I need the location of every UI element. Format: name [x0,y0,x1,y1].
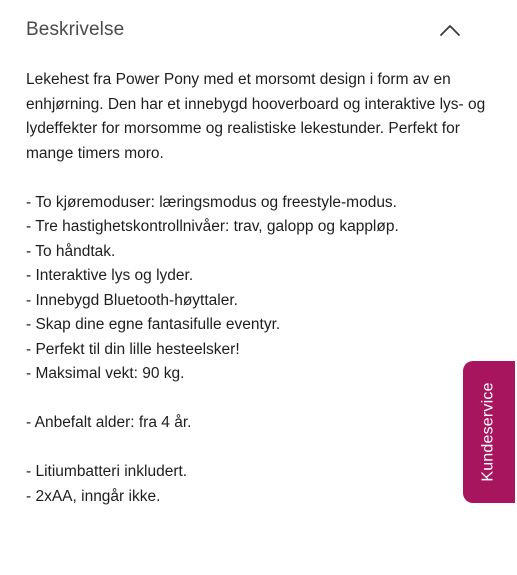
description-body [26,68,496,509]
feature-item: - Skap dine egne fantasifulle eventyr. [26,316,281,333]
kundeservice-label: Kundeservice [480,382,498,482]
age-recommendation: - Anbefalt alder: fra 4 år. [26,414,192,431]
feature-item: - To kjøremoduser: læringsmodus og freestyle-modus. [26,193,397,211]
feature-item: - Tre hastighetskontrollnivåer: trav, galopp og kappløp. [26,218,399,235]
spacer [26,436,496,461]
feature-item: - Interaktive lys og lyder. [26,267,194,284]
description-section-toggle[interactable] [26,14,466,46]
feature-item: - Maksimal vekt: 90 kg. [26,365,185,382]
chevron-up-icon[interactable] [438,22,462,38]
feature-item: - To håndtak. [26,242,116,260]
spacer [26,166,496,191]
description-intro: Lekehest fra Power Pony med et morsomt design i form av en enhjørning. Den har et innebygd hooverboard og interaktive lys- og lydeffekter for morsomme og realistiske lekestunder. Perfekt for mange timers moro. [26,71,486,162]
section-title: Beskrivelse [26,19,125,40]
feature-item: - Perfekt til din lille hesteelsker! [26,340,240,358]
battery-item: - 2xAA, inngår ikke. [26,487,161,505]
kundeservice-button[interactable] [463,361,515,503]
feature-item: - Innebygd Bluetooth-høyttaler. [26,291,238,309]
battery-item: - Litiumbatteri inkludert. [26,463,188,480]
spacer [26,387,496,412]
